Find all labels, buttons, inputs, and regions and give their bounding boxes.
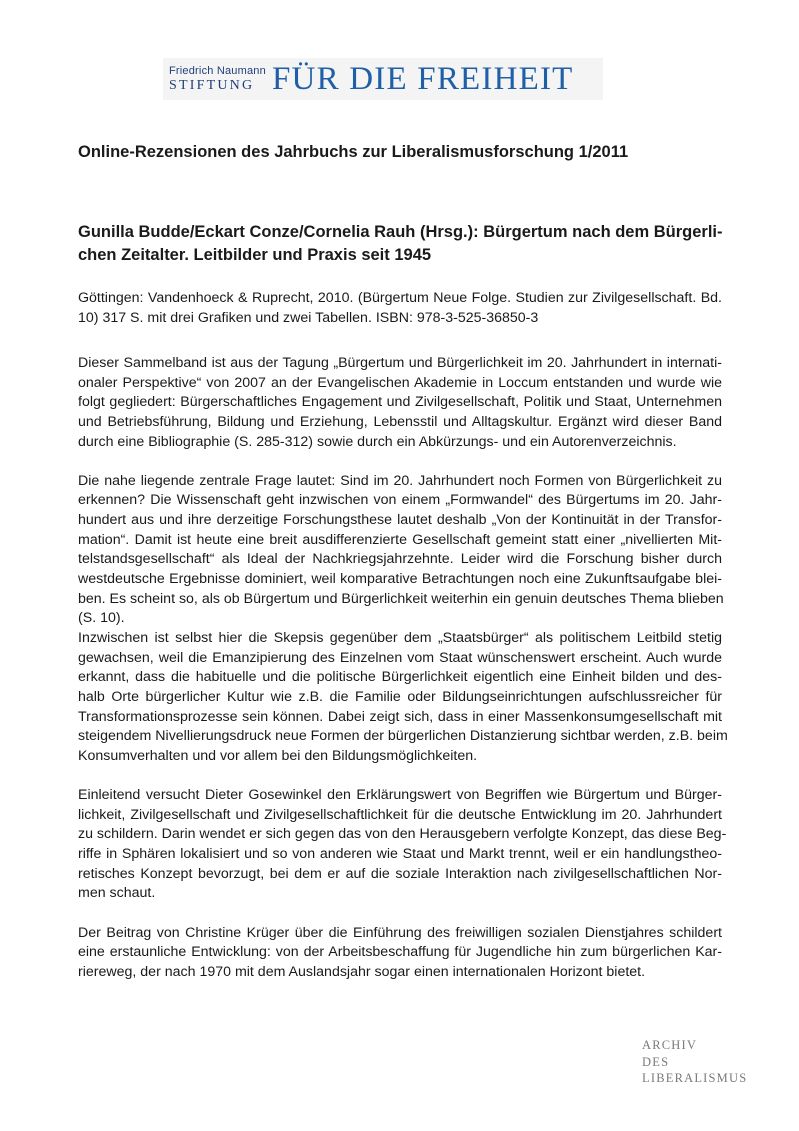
paragraph-gap: [78, 904, 722, 924]
logo-slogan: FÜR DIE FREIHEIT: [272, 61, 574, 97]
publication-line: 10) 317 S. mit drei Grafiken und zwei Tabellen. ISBN: 978-3-525-36850-3: [78, 310, 539, 326]
text-line: Konsumverhalten und vor allem bei den Bildungsmöglichkeiten.: [78, 747, 478, 764]
text-line: retisches Konzept bevorzugt, bei dem er auf die soziale Interaktion nach zivilgesellschaftlichen Nor-: [78, 865, 722, 882]
text-line: Die nahe liegende zentrale Frage lautet: Sind im 20. Jahrhundert noch Formen von Bürgerlichkeit zu: [78, 472, 722, 489]
series-title: Online-Rezensionen des Jahrbuchs zur Liberalismusforschung 1/2011: [78, 143, 629, 161]
text-line: mation“. Damit ist heute eine breit ausdifferenzierte Gesellschaft gemeint statt einer „nivellierten Mit-: [78, 531, 722, 548]
publication-info: [78, 288, 722, 328]
text-line: erkennen? Die Wissenschaft geht inzwischen von einem „Formwandel“ des Bürgertums im 20. Jahr-: [78, 492, 722, 509]
text-line: zu schildern. Darin wendet er sich gegen das von den Herausgebern verfolgte Konzept, das diese Beg-: [78, 826, 727, 843]
text-line: Dieser Sammelband ist aus der Tagung „Bürgertum und Bürgerlichkeit im 20. Jahrhundert in internati-: [78, 355, 722, 371]
text-line: halb Orte bürgerlicher Kultur wie z.B. die Familie oder Bildungseinrichtungen aufschlussreicher für: [78, 688, 722, 705]
text-line: (S. 10).: [78, 610, 125, 627]
book-title-line: Gunilla Budde/Eckart Conze/Cornelia Rauh (Hrsg.): Bürgertum nach dem Bürgerli-: [78, 223, 723, 241]
logo-stiftung: STIFTUNG: [169, 78, 255, 93]
text-line: steigendem Nivellierungsdruck neue Formen der bürgerlichen Distanzierung sichtbar werden, z.B. beim: [78, 728, 728, 745]
logo-foundation-name: Friedrich Naumann: [169, 65, 266, 77]
archive-logo-line: DES: [642, 1054, 670, 1069]
text-line: ben. Es scheint so, als ob Bürgertum und Bürgerlichkeit weiterhin ein genuin deutsches Thema blieben: [78, 590, 724, 607]
text-line: westdeutsche Ergebnisse dominiert, weil komparative Betrachtungen noch eine Zukunftsaufgabe blei-: [78, 571, 722, 588]
text-line: riffe in Sphären lokalisiert und so von anderen wie Staat und Markt trennt, weil er ein handlungstheo-: [78, 846, 722, 863]
text-line: gewachsen, weil die Emanzipierung des Einzelnen vom Staat wünschenswert erscheint. Auch wurde: [78, 649, 722, 666]
text-line: riereweg, der nach 1970 mit dem Auslandsjahr sogar einen internationalen Horizont bietet.: [78, 963, 646, 980]
text-line: durch eine Bibliographie (S. 285-312) sowie durch ein Abkürzungs- und ein Autorenverzeichnis.: [78, 433, 677, 450]
paragraph-gap: [78, 766, 722, 786]
text-line: folgt gegliedert: Bürgerschaftliches Engagement und Zivilgesellschaft, Politik und Staat, Unternehmen: [78, 394, 722, 411]
book-title: [78, 221, 722, 267]
foundation-logo: [163, 58, 603, 100]
text-line: Transformationsprozesse sein können. Dabei zeigt sich, dass in einer Massenkonsumgesellschaft mit: [78, 708, 722, 725]
text-line: Inzwischen ist selbst hier die Skepsis gegenüber dem „Staatsbürger“ als politischem Leitbild stetig: [78, 629, 722, 646]
archive-logo-line: LIBERALISMUS: [642, 1071, 748, 1085]
text-line: telstandsgesellschaft“ als Ideal der Nachkriegsjahrzehnte. Leider wird die Forschung bisher durch: [78, 551, 722, 568]
text-line: eine erstaunliche Entwicklung: von der Arbeitsbeschaffung für Jugendliche hin zum bürgerlichen Kar-: [78, 944, 722, 961]
archive-logo: [642, 1037, 747, 1087]
text-line: Der Beitrag von Christine Krüger über die Einführung des freiwilligen sozialen Dienstjahres schildert: [78, 924, 722, 941]
text-line: erkannt, dass die habituelle und die politische Bürgerlichkeit eigentlich eine Einheit bilden und des-: [78, 669, 722, 686]
text-line: lichkeit, Zivilgesellschaft und Zivilgesellschaftlichkeit für die deutsche Entwicklung im 20. Jahrhundert: [78, 806, 722, 823]
book-title-line: chen Zeitalter. Leitbilder und Praxis seit 1945: [78, 246, 432, 264]
text-line: und Betriebsführung, Bildung und Erziehung, Lebensstil und Alltagskultur. Ergänzt wird dieser Band: [78, 413, 722, 430]
paragraph-gap: [78, 452, 722, 472]
text-line: Einleitend versucht Dieter Gosewinkel den Erklärungswert von Begriffen wie Bürgertum und Bürger-: [78, 787, 722, 804]
text-line: onaler Perspektive“ von 2007 an der Evangelischen Akademie in Loccum entstanden und wurde wie: [78, 374, 722, 391]
review-body: [78, 354, 728, 983]
text-line: hundert aus und ihre derzeitige Forschungsthese lautet deshalb „Von der Kontinuität in der Transfor-: [78, 512, 722, 529]
text-line: men schaut.: [78, 885, 156, 902]
publication-line: Göttingen: Vandenhoeck & Ruprecht, 2010. (Bürgertum Neue Folge. Studien zur Zivilgesellschaft. Bd.: [78, 290, 722, 306]
archive-logo-line: ARCHIV: [642, 1038, 698, 1052]
